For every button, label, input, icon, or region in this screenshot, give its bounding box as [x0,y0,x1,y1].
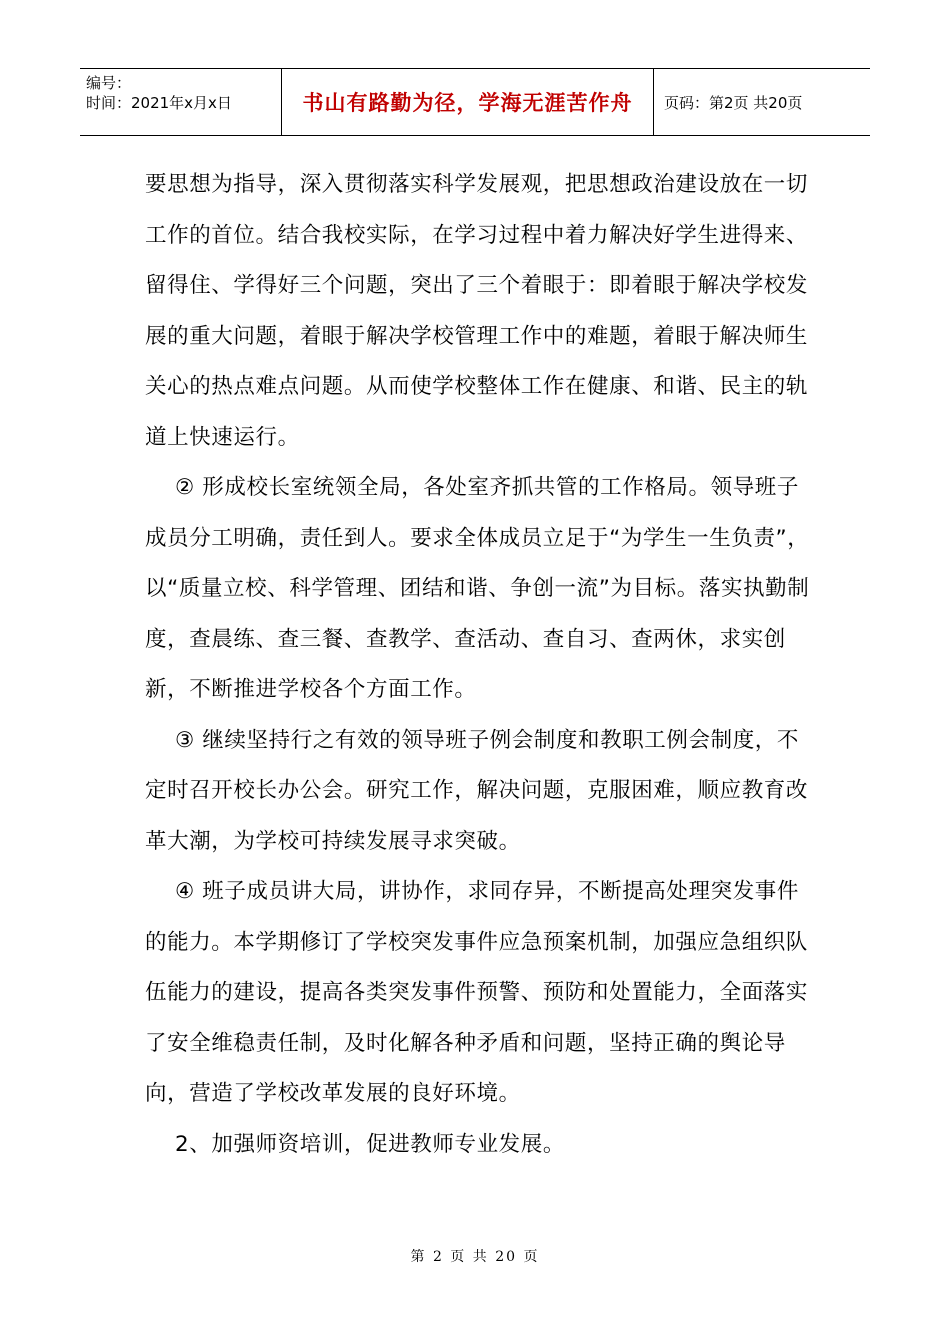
document-body [145,160,810,1170]
document-number-label: 编号： [86,74,132,92]
paragraph-item-2: ② 形成校长室统领全局，各处室齐抓共管的工作格局。领导班子成员分工明确，责任到人。要求全体成员立足于“为学生一生负责”，以“质量立校、科学管理、团结和谐、争创一流”为目标。落实执勤制度，查晨练、查三餐、查教学、查活动、查自习、查两休，求实创新，不断推进学校各个方面工作。 [145,475,810,702]
page-footer: 第 2 页 共 20 页 [410,1249,540,1265]
paragraph-continuation: 要思想为指导，深入贯彻落实科学发展观，把思想政治建设放在一切工作的首位。结合我校实际，在学习过程中着力解决好学生进得来、留得住、学得好三个问题，突出了三个着眼于：即着眼于解决学校发展的重大问题，着眼于解决学校管理工作中的难题，着眼于解决师生关心的热点难点问题。从而使学校整体工作在健康、和谐、民主的轨道上快速运行。 [145,172,809,450]
paragraph-item-4: ④ 班子成员讲大局，讲协作，求同存异，不断提高处理突发事件的能力。本学期修订了学校突发事件应急预案机制，加强应急组织队伍能力的建设，提高各类突发事件预警、预防和处置能力，全面落实了安全维稳责任制，及时化解各种矛盾和问题，坚持正确的舆论导向，营造了学校改革发展的良好环境。 [145,879,809,1106]
header-motto-cell [282,69,654,135]
document-date: 时间：2021年x月x日 [86,94,232,112]
section-heading: 2、加强师资培训，促进教师专业发展。 [175,1131,565,1157]
page-header [80,68,870,136]
paragraph-item-3: ③ 继续坚持行之有效的领导班子例会制度和教职工例会制度，不定时召开校长办公会。研究工作，解决问题，克服困难，顺应教育改革大潮，为学校可持续发展寻求突破。 [145,727,809,854]
header-page-cell [654,69,870,135]
header-meta [80,69,282,135]
header-motto: 书山有路勤为径，学海无涯苦作舟 [302,91,633,115]
header-page-info: 页码：第2页 共20页 [664,93,803,112]
